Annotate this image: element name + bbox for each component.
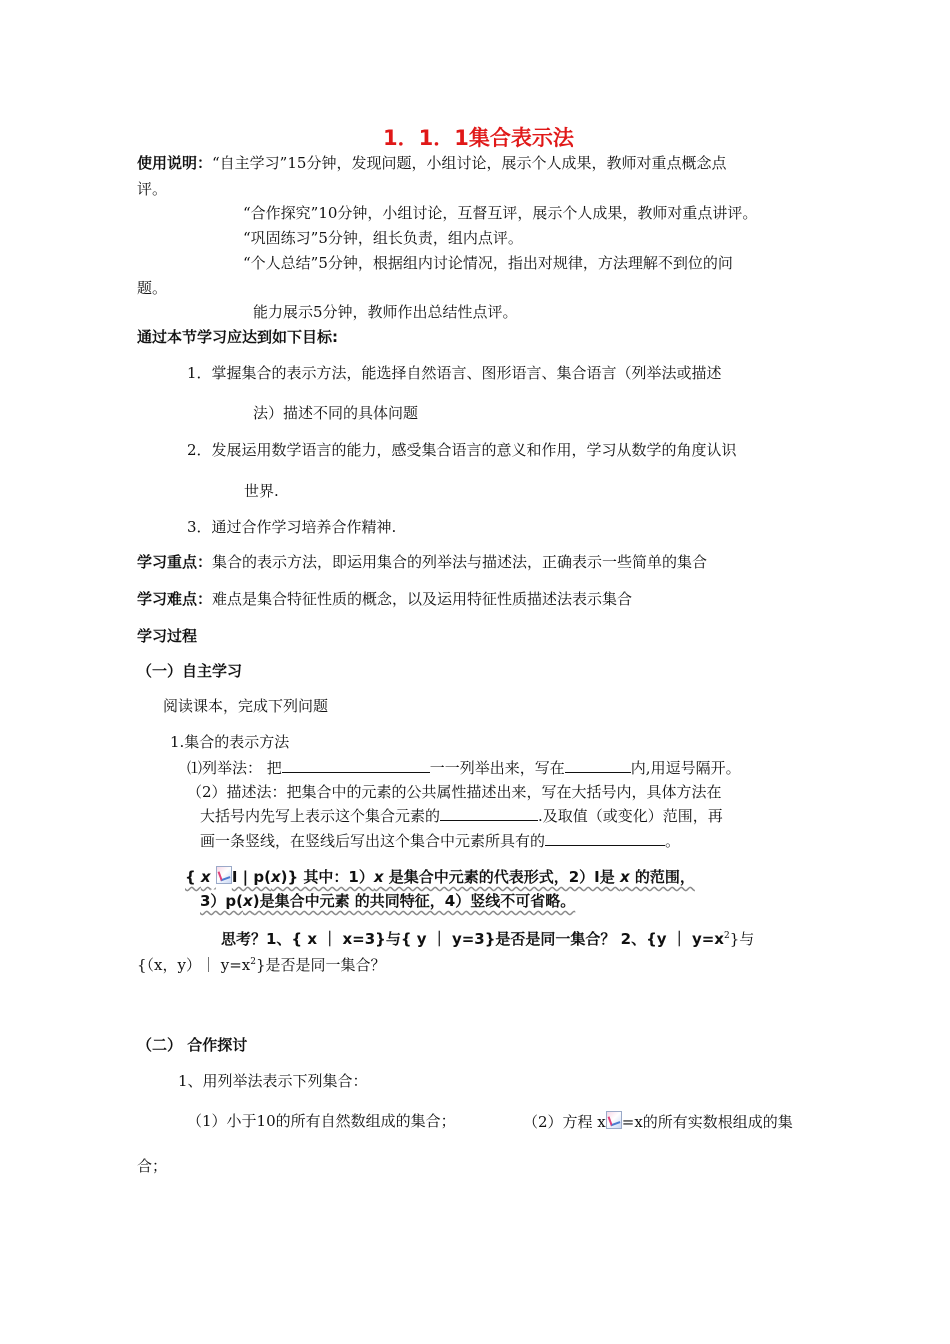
goal-3: 3．通过合作学习培养合作精神. bbox=[187, 518, 397, 536]
usage-line-3: “巩固练习”5分钟，组长负责，组内点评。 bbox=[243, 229, 523, 247]
goal-2b: 世界. bbox=[244, 482, 279, 500]
enum-blank-2[interactable] bbox=[565, 758, 631, 773]
note-text: 的范围， bbox=[629, 868, 695, 886]
question-1b bbox=[523, 1111, 793, 1132]
note-text: 3）p( bbox=[200, 892, 244, 910]
note-var: x bbox=[619, 868, 630, 886]
question-1a: （1）小于10的所有自然数组成的集合； bbox=[187, 1112, 456, 1130]
q1b-text-2: =x的所有实数根组成的集 bbox=[621, 1113, 793, 1131]
focus-text: 集合的表示方法，即运用集合的列举法与描述法，正确表示一些简单的集合 bbox=[212, 553, 708, 571]
section-2-heading: （二） 合作探讨 bbox=[137, 1036, 248, 1054]
note-var: x bbox=[200, 868, 211, 886]
goal-1b: 法）描述不同的具体问题 bbox=[253, 404, 419, 422]
equation-image-icon bbox=[606, 1111, 622, 1129]
focus-line bbox=[137, 552, 707, 572]
goals-heading: 通过本节学习应达到如下目标: bbox=[137, 328, 338, 346]
desc-text-b2: .及取值（或变化）范围，再 bbox=[538, 807, 723, 825]
think-question-b bbox=[137, 952, 386, 975]
desc-blank-2[interactable] bbox=[545, 831, 665, 846]
desc-text-c2: 。 bbox=[665, 832, 681, 850]
note-var: x bbox=[243, 892, 253, 910]
notation-note-b bbox=[200, 891, 575, 911]
think-text: {（x，y）｜ y=x bbox=[137, 956, 251, 974]
section-1-heading: （一）自主学习 bbox=[137, 662, 243, 680]
enum-text-b: 一一列举出来，写在 bbox=[429, 759, 565, 777]
difficulty-text: 难点是集合特征性质的概念，以及运用特征性质描述法表示集合 bbox=[212, 590, 633, 608]
desc-blank-1[interactable] bbox=[440, 806, 538, 821]
enum-blank-1[interactable] bbox=[282, 758, 430, 773]
usage-line-5: 能力展示5分钟，教师作出总结性点评。 bbox=[253, 303, 518, 321]
note-text: 是集合中元素的代表形式，2）I是 bbox=[383, 868, 620, 886]
description-method-c bbox=[200, 831, 680, 851]
question-1c: 合； bbox=[137, 1157, 168, 1175]
note-text: )是集合中元素 的共同特征，4）竖线不可省略。 bbox=[252, 892, 576, 910]
note-text: { bbox=[185, 868, 201, 886]
usage-label: 使用说明： bbox=[137, 154, 213, 172]
focus-label: 学习重点： bbox=[137, 553, 213, 571]
desc-text-b1: 大括号内先写上表示这个集合元素的 bbox=[200, 807, 441, 825]
goal-1a: 1．掌握集合的表示方法，能选择自然语言、图形语言、集合语言（列举法或描述 bbox=[187, 364, 722, 382]
notation-note-a bbox=[185, 866, 695, 887]
difficulty-line bbox=[137, 589, 632, 609]
desc-text-c1: 画一条竖线，在竖线后写出这个集合中元素所具有的 bbox=[200, 832, 546, 850]
think-text: }是否是同一集合？ bbox=[255, 956, 386, 974]
enumeration-method bbox=[187, 758, 741, 778]
note-text: I | p( bbox=[231, 868, 271, 886]
enum-text-a: ⑴列举法： 把 bbox=[187, 759, 282, 777]
element-of-icon bbox=[216, 866, 232, 884]
process-heading: 学习过程 bbox=[137, 627, 198, 645]
note-var: x bbox=[270, 868, 281, 886]
question-1: 1、用列举法表示下列集合： bbox=[178, 1072, 368, 1090]
goal-2a: 2．发展运用数学语言的能力，感受集合语言的意义和作用，学习从数学的角度认识 bbox=[187, 441, 737, 459]
usage-line-1 bbox=[137, 153, 726, 173]
superscript: 2 bbox=[250, 957, 256, 967]
enum-text-c: 内,用逗号隔开。 bbox=[630, 759, 741, 777]
item-1: 1.集合的表示方法 bbox=[170, 733, 290, 751]
page-title: 1．1．1集合表示法 bbox=[383, 126, 574, 150]
superscript: 2 bbox=[724, 931, 730, 941]
usage-line-2: “合作探究”10分钟，小组讨论，互督互评，展示个人成果，教师对重点讲评。 bbox=[243, 204, 758, 222]
description-method-a: （2）描述法：把集合中的元素的公共属性描述出来，写在大括号内，具体方法在 bbox=[187, 783, 722, 801]
note-var: x bbox=[373, 868, 384, 886]
think-text: }与 bbox=[729, 930, 755, 948]
note-text: )} 其中：1） bbox=[280, 868, 374, 886]
difficulty-label: 学习难点： bbox=[137, 590, 213, 608]
description-method-b bbox=[200, 806, 723, 826]
think-label-text: 思考？1、{ x ｜ x=3}与{ y ｜ y=3}是否是同一集合？ 2、{y ｜ y=x bbox=[221, 930, 724, 948]
usage-text-1: “自主学习”15分钟，发现问题，小组讨论，展示个人成果，教师对重点概念点 bbox=[212, 154, 727, 172]
read-instruction: 阅读课本，完成下列问题 bbox=[163, 697, 329, 715]
q1b-text-1: （2）方程 x bbox=[523, 1113, 606, 1131]
usage-line-1b: 评。 bbox=[137, 180, 168, 198]
usage-line-4b: 题。 bbox=[137, 279, 168, 297]
usage-line-4: “个人总结”5分钟，根据组内讨论情况，指出对规律，方法理解不到位的问 bbox=[243, 254, 733, 272]
think-question-a bbox=[221, 926, 754, 949]
